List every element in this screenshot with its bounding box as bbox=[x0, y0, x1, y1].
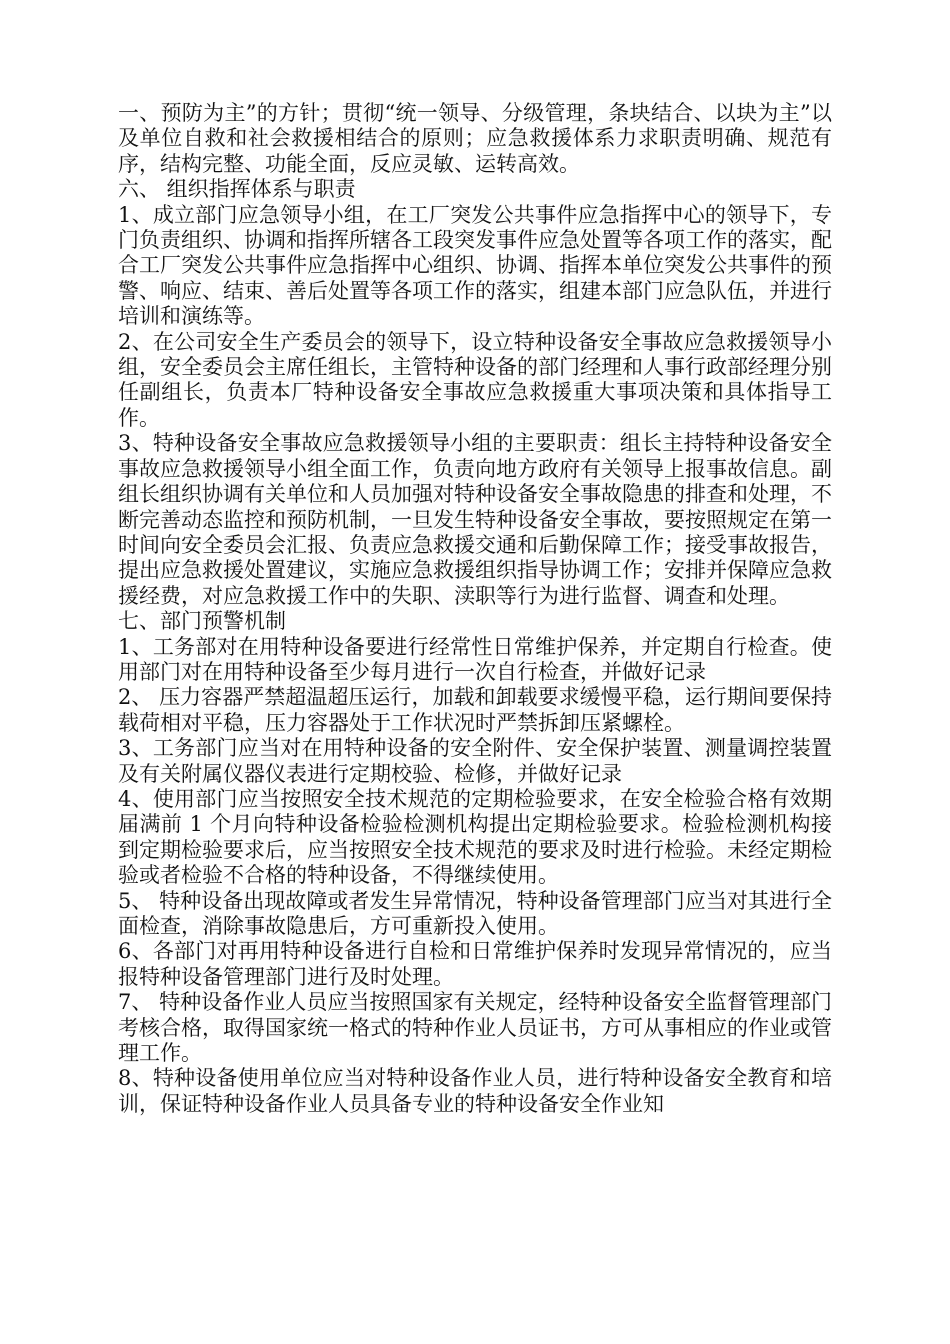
paragraph-seven-8: 8、特种设备使用单位应当对特种设备作业人员，进行特种设备安全教育和培训，保证特种设备作业人员具备专业的特种设备安全作业知 bbox=[118, 1066, 832, 1116]
heading-section-six: 六、 组织指挥体系与职责 bbox=[118, 177, 356, 202]
paragraph-six-1: 1、成立部门应急领导小组，在工厂突发公共事件应急指挥中心的领导下，专门负责组织、协调和指挥所辖各工段突发事件应急处置等各项工作的落实，配合工厂突发公共事件应急指挥中心组织、协调、指挥本单位突发公共事件的预警、响应、结束、善后处置等各项工作的落实，组建本部门应急队伍，并进行培训和演练等。 bbox=[118, 202, 832, 329]
paragraph-six-3: 3、特种设备安全事故应急救援领导小组的主要职责：组长主持特种设备安全事故应急救援领导小组全面工作，负责向地方政府有关领导上报事故信息。副组长组织协调有关单位和人员加强对特种设备安全事故隐患的排查和处理，不断完善动态监控和预防机制，一旦发生特种设备安全事故，要按照规定在第一时间向安全委员会汇报、负责应急救援交通和后勤保障工作；接受事故报告，提出应急救援处置建议，实施应急救援组织指导协调工作；安排并保障应急救援经费，对应急救援工作中的失职、渎职等行为进行监督、调查和处理。 bbox=[118, 431, 832, 608]
paragraph-seven-3: 3、工务部门应当对在用特种设备的安全附件、安全保护装置、测量调控装置及有关附属仪器仪表进行定期校验、检修，并做好记录 bbox=[118, 736, 832, 786]
paragraph-seven-1: 1、工务部对在用特种设备要进行经常性日常维护保养，并定期自行检查。使用部门对在用特种设备至少每月进行一次自行检查，并做好记录 bbox=[118, 634, 832, 684]
paragraph-seven-5: 5、 特种设备出现故障或者发生异常情况，特种设备管理部门应当对其进行全面检查，消除事故隐患后，方可重新投入使用。 bbox=[118, 888, 832, 938]
document-body bbox=[118, 101, 832, 1117]
paragraph-seven-4: 4、使用部门应当按照安全技术规范的定期检验要求，在安全检验合格有效期届满前 1 个月向特种设备检验检测机构提出定期检验要求。检验检测机构接到定期检验要求后，应当按照安全技术规范的要求及时进行检验。未经定期检验或者检验不合格的特种设备，不得继续使用。 bbox=[118, 786, 832, 888]
paragraph-six-2: 2、在公司安全生产委员会的领导下，设立特种设备安全事故应急救援领导小组，安全委员会主席任组长，主管特种设备的部门经理和人事行政部经理分别任副组长，负责本厂特种设备安全事故应急救援重大事项决策和具体指导工作。 bbox=[118, 329, 832, 430]
paragraph-seven-6: 6、各部门对再用特种设备进行自检和日常维护保养时发现异常情况的，应当报特种设备管理部门进行及时处理。 bbox=[118, 939, 832, 989]
paragraph-seven-2: 2、 压力容器严禁超温超压运行，加载和卸载要求缓慢平稳，运行期间要保持载荷相对平稳，压力容器处于工作状况时严禁拆卸压紧螺栓。 bbox=[118, 685, 832, 735]
heading-section-seven: 七、部门预警机制 bbox=[118, 609, 286, 634]
paragraph-seven-7: 7、 特种设备作业人员应当按照国家有关规定，经特种设备安全监督管理部门考核合格，取得国家统一格式的特种作业人员证书，方可从事相应的作业或管理工作。 bbox=[118, 990, 832, 1066]
paragraph-principles: 一、预防为主”的方针；贯彻“统一领导、分级管理，条块结合、以块为主”以及单位自救和社会救援相结合的原则；应急救援体系力求职责明确、规范有序，结构完整、功能全面，反应灵敏、运转高效。 bbox=[118, 101, 832, 176]
